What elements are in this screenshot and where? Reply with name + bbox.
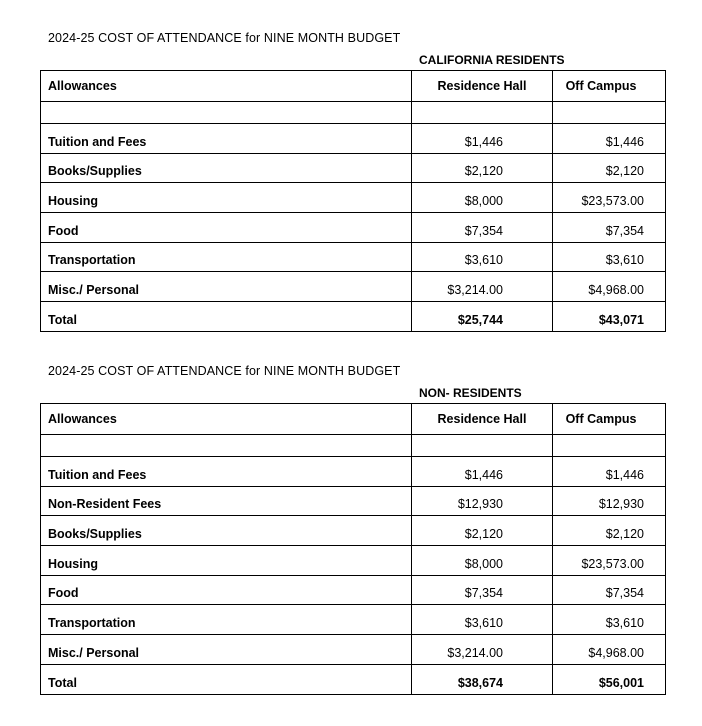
spacer-row <box>41 435 666 457</box>
table-header-row <box>41 71 666 102</box>
off-campus-value: $12,930 <box>553 486 666 516</box>
off-campus-value: $4,968.00 <box>553 272 666 302</box>
row-label: Housing <box>41 546 412 576</box>
off-campus-value: $2,120 <box>553 153 666 183</box>
off-campus-value: $7,354 <box>553 213 666 243</box>
residence-hall-value: $3,214.00 <box>412 635 553 665</box>
section1-title: 2024-25 COST OF ATTENDANCE for NINE MONTH BUDGET <box>48 31 401 45</box>
row-label: Food <box>41 213 412 243</box>
row-label: Books/Supplies <box>41 153 412 183</box>
off-campus-value: $3,610 <box>553 242 666 272</box>
row-label: Food <box>41 575 412 605</box>
residence-hall-value: $3,610 <box>412 242 553 272</box>
row-label: Housing <box>41 183 412 213</box>
table-row <box>41 635 666 665</box>
table-row <box>41 183 666 213</box>
residence-hall-value: $7,354 <box>412 575 553 605</box>
table-row <box>41 153 666 183</box>
row-label: Misc./ Personal <box>41 635 412 665</box>
header-residence-hall: Residence Hall <box>412 71 553 102</box>
residence-hall-value: $1,446 <box>412 457 553 487</box>
total-label: Total <box>41 664 412 694</box>
table-row <box>41 605 666 635</box>
spacer-row <box>41 102 666 124</box>
off-campus-value: $7,354 <box>553 575 666 605</box>
header-allowances: Allowances <box>41 71 412 102</box>
residence-hall-value: $2,120 <box>412 516 553 546</box>
table-row <box>41 516 666 546</box>
table-row <box>41 486 666 516</box>
total-row <box>41 664 666 694</box>
row-label: Transportation <box>41 242 412 272</box>
residence-hall-value: $3,214.00 <box>412 272 553 302</box>
off-campus-value: $4,968.00 <box>553 635 666 665</box>
off-campus-value: $23,573.00 <box>553 546 666 576</box>
table-row <box>41 575 666 605</box>
header-residence-hall: Residence Hall <box>412 404 553 435</box>
residence-hall-value: $12,930 <box>412 486 553 516</box>
table-row <box>41 457 666 487</box>
total-off-campus: $43,071 <box>553 302 666 332</box>
table-header-row <box>41 404 666 435</box>
off-campus-value: $3,610 <box>553 605 666 635</box>
section2-group-title: NON- RESIDENTS <box>419 386 522 400</box>
residence-hall-value: $8,000 <box>412 546 553 576</box>
california-residents-table <box>40 70 666 332</box>
residence-hall-value: $3,610 <box>412 605 553 635</box>
row-label: Tuition and Fees <box>41 124 412 154</box>
off-campus-value: $1,446 <box>553 457 666 487</box>
row-label: Non-Resident Fees <box>41 486 412 516</box>
row-label: Transportation <box>41 605 412 635</box>
section1-group-title: CALIFORNIA RESIDENTS <box>419 53 565 67</box>
residence-hall-value: $8,000 <box>412 183 553 213</box>
table-row <box>41 213 666 243</box>
table-row <box>41 242 666 272</box>
table-row <box>41 124 666 154</box>
table-row <box>41 272 666 302</box>
residence-hall-value: $2,120 <box>412 153 553 183</box>
total-label: Total <box>41 302 412 332</box>
header-off-campus: Off Campus <box>553 71 666 102</box>
section2-title: 2024-25 COST OF ATTENDANCE for NINE MONTH BUDGET <box>48 364 401 378</box>
total-row <box>41 302 666 332</box>
non-residents-table <box>40 403 666 695</box>
residence-hall-value: $1,446 <box>412 124 553 154</box>
off-campus-value: $2,120 <box>553 516 666 546</box>
header-allowances: Allowances <box>41 404 412 435</box>
off-campus-value: $1,446 <box>553 124 666 154</box>
header-off-campus: Off Campus <box>553 404 666 435</box>
row-label: Tuition and Fees <box>41 457 412 487</box>
total-off-campus: $56,001 <box>553 664 666 694</box>
row-label: Books/Supplies <box>41 516 412 546</box>
row-label: Misc./ Personal <box>41 272 412 302</box>
total-residence-hall: $38,674 <box>412 664 553 694</box>
total-residence-hall: $25,744 <box>412 302 553 332</box>
residence-hall-value: $7,354 <box>412 213 553 243</box>
table-row <box>41 546 666 576</box>
off-campus-value: $23,573.00 <box>553 183 666 213</box>
